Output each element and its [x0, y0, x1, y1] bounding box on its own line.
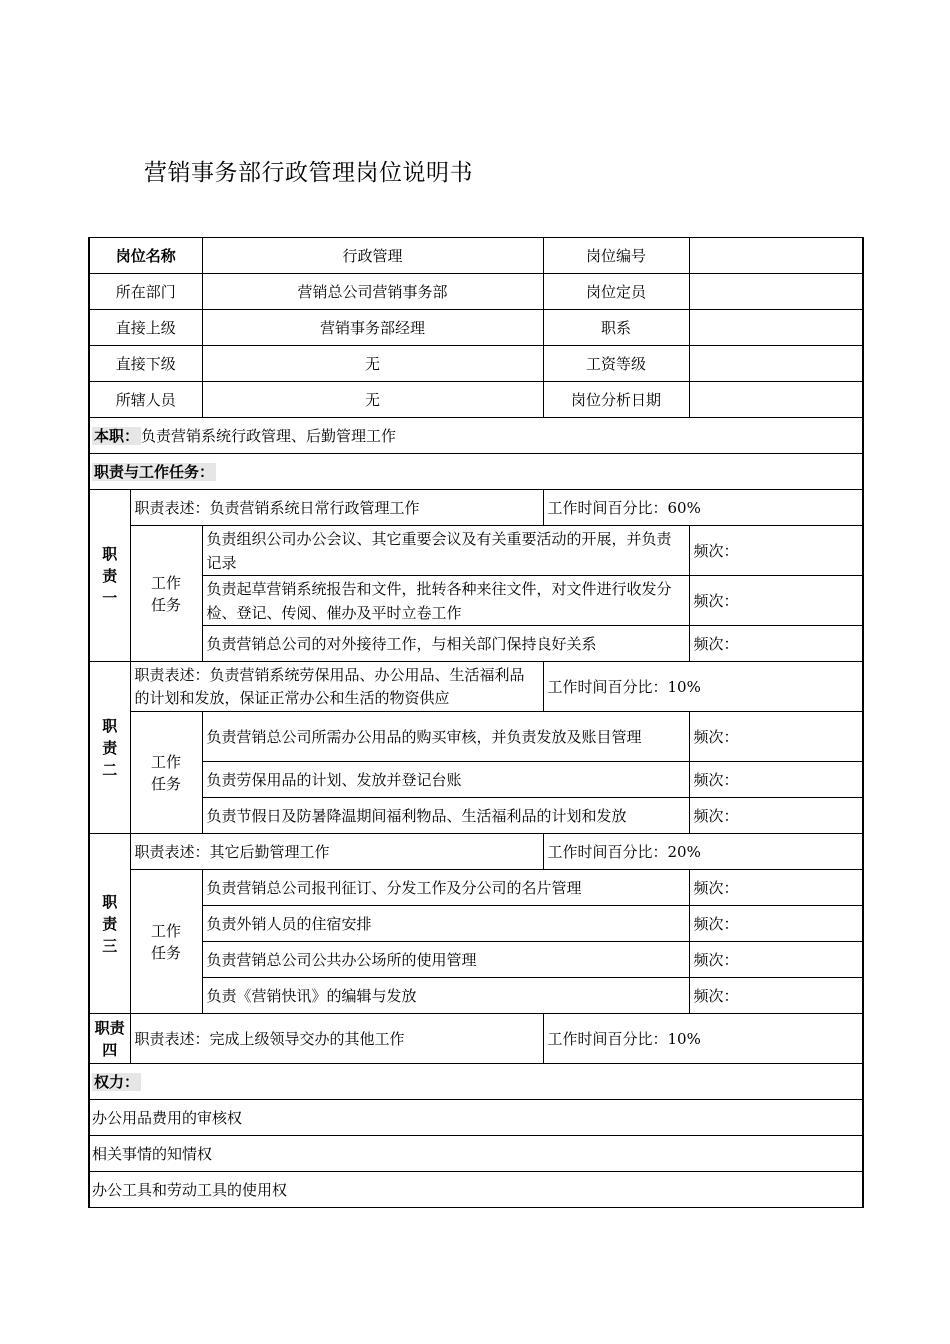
info-row	[89, 346, 863, 382]
info-value: 营销事务部经理	[202, 310, 543, 346]
info-value	[689, 346, 863, 382]
duty-summary-text: 负责营销系统行政管理、后勤管理工作	[141, 426, 397, 445]
task-label: 工作 任务	[130, 526, 202, 662]
duty-2-desc: 职责表述：负责营销系统劳保用品、办公用品、生活福利品的计划和发放，保证正常办公和生活的物资供应	[130, 662, 543, 712]
power-item: 办公用品费用的审核权	[89, 1100, 863, 1136]
task-frequency: 频次：	[689, 712, 863, 762]
task-frequency: 频次：	[689, 526, 863, 576]
job-description-table	[88, 237, 864, 1208]
task-label: 工作 任务	[130, 712, 202, 834]
duty-3-percent: 工作时间百分比：20%	[543, 834, 863, 870]
info-value	[689, 382, 863, 418]
duty-summary-label: 本职：	[94, 426, 140, 445]
power-row	[89, 1172, 863, 1208]
power-item: 办公工具和劳动工具的使用权	[89, 1172, 863, 1208]
info-label: 所在部门	[89, 274, 202, 310]
task-label: 工作 任务	[130, 870, 202, 1014]
info-value: 无	[202, 382, 543, 418]
task-row	[89, 906, 863, 942]
task-row	[89, 942, 863, 978]
power-row	[89, 1136, 863, 1172]
info-label: 所辖人员	[89, 382, 202, 418]
info-label: 岗位分析日期	[543, 382, 689, 418]
duty-1-desc: 职责表述：负责营销系统日常行政管理工作	[130, 490, 543, 526]
page-title: 营销事务部行政管理岗位说明书	[144, 160, 473, 186]
duty-summary-row	[89, 418, 863, 454]
info-row	[89, 274, 863, 310]
task-row	[89, 798, 863, 834]
task-text: 负责营销总公司公共办公场所的使用管理	[202, 942, 689, 978]
duty-2-desc-row	[89, 662, 863, 712]
task-text: 负责劳保用品的计划、发放并登记台账	[202, 762, 689, 798]
duty-1-label: 职 责 一	[89, 490, 130, 662]
task-text: 负责《营销快讯》的编辑与发放	[202, 978, 689, 1014]
duty-3-desc-row	[89, 834, 863, 870]
task-frequency: 频次：	[689, 978, 863, 1014]
duties-header-label: 职责与工作任务：	[94, 462, 215, 481]
info-label: 岗位名称	[89, 238, 202, 274]
task-row	[89, 870, 863, 906]
task-text: 负责起草营销系统报告和文件，批转各种来往文件，对文件进行收发分检、登记、传阅、催办及平时立卷工作	[202, 576, 689, 626]
task-row	[89, 626, 863, 662]
duty-summary	[89, 418, 863, 454]
duties-header-row	[89, 454, 863, 490]
task-row	[89, 576, 863, 626]
task-frequency: 频次：	[689, 798, 863, 834]
duty-2-percent: 工作时间百分比：10%	[543, 662, 863, 712]
info-value	[689, 274, 863, 310]
duty-3-label: 职 责 三	[89, 834, 130, 1014]
power-item: 相关事情的知情权	[89, 1136, 863, 1172]
task-text: 负责营销总公司报刊征订、分发工作及分公司的名片管理	[202, 870, 689, 906]
powers-header-row	[89, 1064, 863, 1100]
info-label: 岗位定员	[543, 274, 689, 310]
task-text: 负责外销人员的住宿安排	[202, 906, 689, 942]
task-frequency: 频次：	[689, 870, 863, 906]
task-row	[89, 712, 863, 762]
duty-4-desc: 职责表述：完成上级领导交办的其他工作	[130, 1014, 543, 1064]
duty-1-percent: 工作时间百分比：60%	[543, 490, 863, 526]
info-label: 直接上级	[89, 310, 202, 346]
duty-4-label: 职责 四	[89, 1014, 130, 1064]
info-value	[689, 310, 863, 346]
duties-header	[89, 454, 863, 490]
info-row	[89, 238, 863, 274]
info-label: 岗位编号	[543, 238, 689, 274]
info-value: 行政管理	[202, 238, 543, 274]
task-text: 负责组织公司办公会议、其它重要会议及有关重要活动的开展，并负责记录	[202, 526, 689, 576]
task-frequency: 频次：	[689, 626, 863, 662]
duty-3-desc: 职责表述：其它后勤管理工作	[130, 834, 543, 870]
task-frequency: 频次：	[689, 762, 863, 798]
duty-4-desc-row	[89, 1014, 863, 1064]
info-value: 无	[202, 346, 543, 382]
task-frequency: 频次：	[689, 942, 863, 978]
powers-header	[89, 1064, 863, 1100]
task-row	[89, 526, 863, 576]
info-label: 直接下级	[89, 346, 202, 382]
task-frequency: 频次：	[689, 576, 863, 626]
task-text: 负责营销总公司所需办公用品的购买审核，并负责发放及账目管理	[202, 712, 689, 762]
task-text: 负责节假日及防暑降温期间福利物品、生活福利品的计划和发放	[202, 798, 689, 834]
info-row	[89, 310, 863, 346]
task-text: 负责营销总公司的对外接待工作，与相关部门保持良好关系	[202, 626, 689, 662]
info-value	[689, 238, 863, 274]
duty-4-percent: 工作时间百分比：10%	[543, 1014, 863, 1064]
task-row	[89, 978, 863, 1014]
power-row	[89, 1100, 863, 1136]
duty-2-label: 职 责 二	[89, 662, 130, 834]
info-label: 工资等级	[543, 346, 689, 382]
duty-1-desc-row	[89, 490, 863, 526]
info-row	[89, 382, 863, 418]
info-value: 营销总公司营销事务部	[202, 274, 543, 310]
task-frequency: 频次：	[689, 906, 863, 942]
powers-header-label: 权力：	[94, 1072, 140, 1091]
info-label: 职系	[543, 310, 689, 346]
task-row	[89, 762, 863, 798]
